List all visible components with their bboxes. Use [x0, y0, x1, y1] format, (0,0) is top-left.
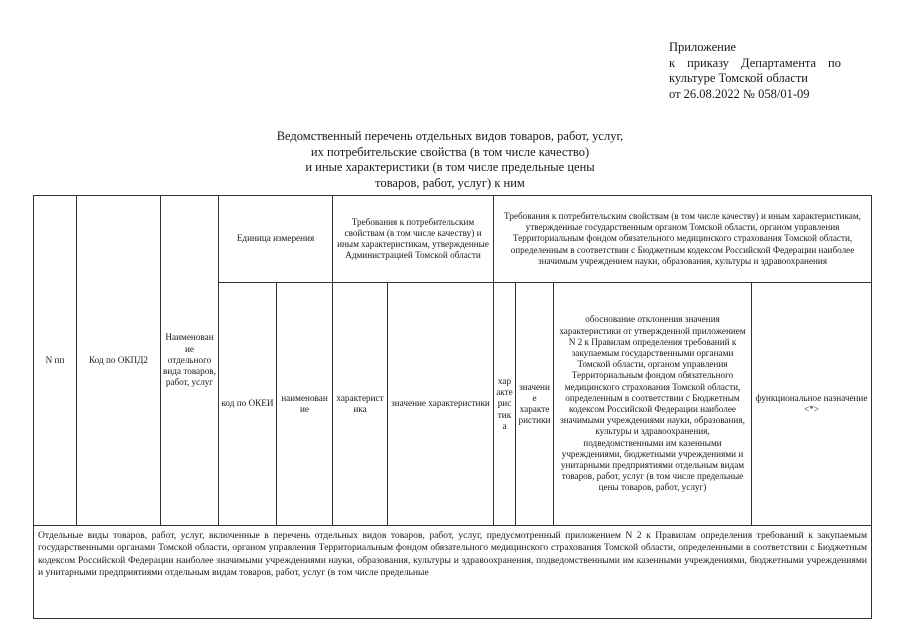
header-value-admin: значение характеристики: [388, 283, 494, 526]
header-value-organ: значение характеристики: [516, 283, 554, 526]
header-item-name: Наименование отдельного вида товаров, работ, услуг: [161, 196, 219, 526]
header-functional-purpose: функциональное назначение <*>: [752, 283, 872, 526]
appendix-line-1: Приложение: [669, 40, 737, 54]
title-line-2: их потребительские свойства (в том числе качество): [310, 144, 590, 159]
appendix-header: [669, 40, 869, 102]
title-line-3: и иные характеристики (в том числе предельные цены: [305, 160, 595, 174]
header-requirements-administration: Требования к потребительским свойствам (в том числе качеству) и иным характеристикам, утвержденные Администрацией Томской области: [333, 196, 494, 283]
appendix-line-3: культуре Томской области: [669, 71, 808, 85]
document-title: [200, 129, 700, 191]
header-characteristic-admin: характеристика: [333, 283, 388, 526]
appendix-line-4: от 26.08.2022 № 058/01-09: [669, 86, 810, 101]
appendix-line-2: к приказу Департамента по: [669, 55, 841, 70]
header-unit-of-measure: Единица измерения: [219, 196, 333, 283]
header-okei-code: код по ОКЕИ: [219, 283, 277, 526]
title-line-4: товаров, работ, услуг) к ним: [375, 175, 525, 190]
header-characteristic-organ: характеристика: [494, 283, 516, 526]
header-deviation-justification: обоснование отклонения значения характеристики от утвержденной приложением N 2 к Правилам определения требований к закупаемым государственными органами Томской области, органом управления Территориальным фондом обязательного медицинского страхования Томской области, определенным в соответствии с Бюджетным кодексом Российской Федерации наиболее значимыми учреждениями науки, образования, культуры и здравоохранения, подведомственными им казенными учреждениями, бюджетными учреждениями и унитарными предприятиями отдельным видам товаров, работ, услуг (в том числе предельные цены товаров, работ, услуг): [554, 283, 752, 526]
header-unit-name: наименование: [277, 283, 333, 526]
header-number: N пп: [34, 196, 77, 526]
requirements-table: [33, 195, 872, 619]
section-row-text: Отдельные виды товаров, работ, услуг, включенные в перечень отдельных видов товаров, работ, услуг, предусмотренный приложением N 2 к Правилам определения требований к закупаемым государственными органами Томской области, органом управления Территориальным фондом обязательного медицинского страхования Томской области, определенными в соответствии с Бюджетным кодексом Российской Федерации наиболее значимыми учреждениями науки, образования, культуры и здравоохранения, подведомственными им казенными учреждениями, бюджетными учреждениями и унитарными предприятиями отдельным видам товаров, работ, услуг (в том числе предельные: [34, 526, 872, 619]
header-requirements-organ: Требования к потребительским свойствам (в том числе качеству) и иным характеристикам, утвержденные государственным органом Томской области, органом управления Территориальным фондом обязательного медицинского страхования Томской области, определенным в соответствии с Бюджетным кодексом Российской Федерации наиболее значимым учреждением науки, образования, культуры и здравоохранения: [494, 196, 872, 283]
title-line-1: Ведомственный перечень отдельных видов товаров, работ, услуг,: [276, 129, 624, 143]
header-okpd2-code: Код по ОКПД2: [77, 196, 161, 526]
